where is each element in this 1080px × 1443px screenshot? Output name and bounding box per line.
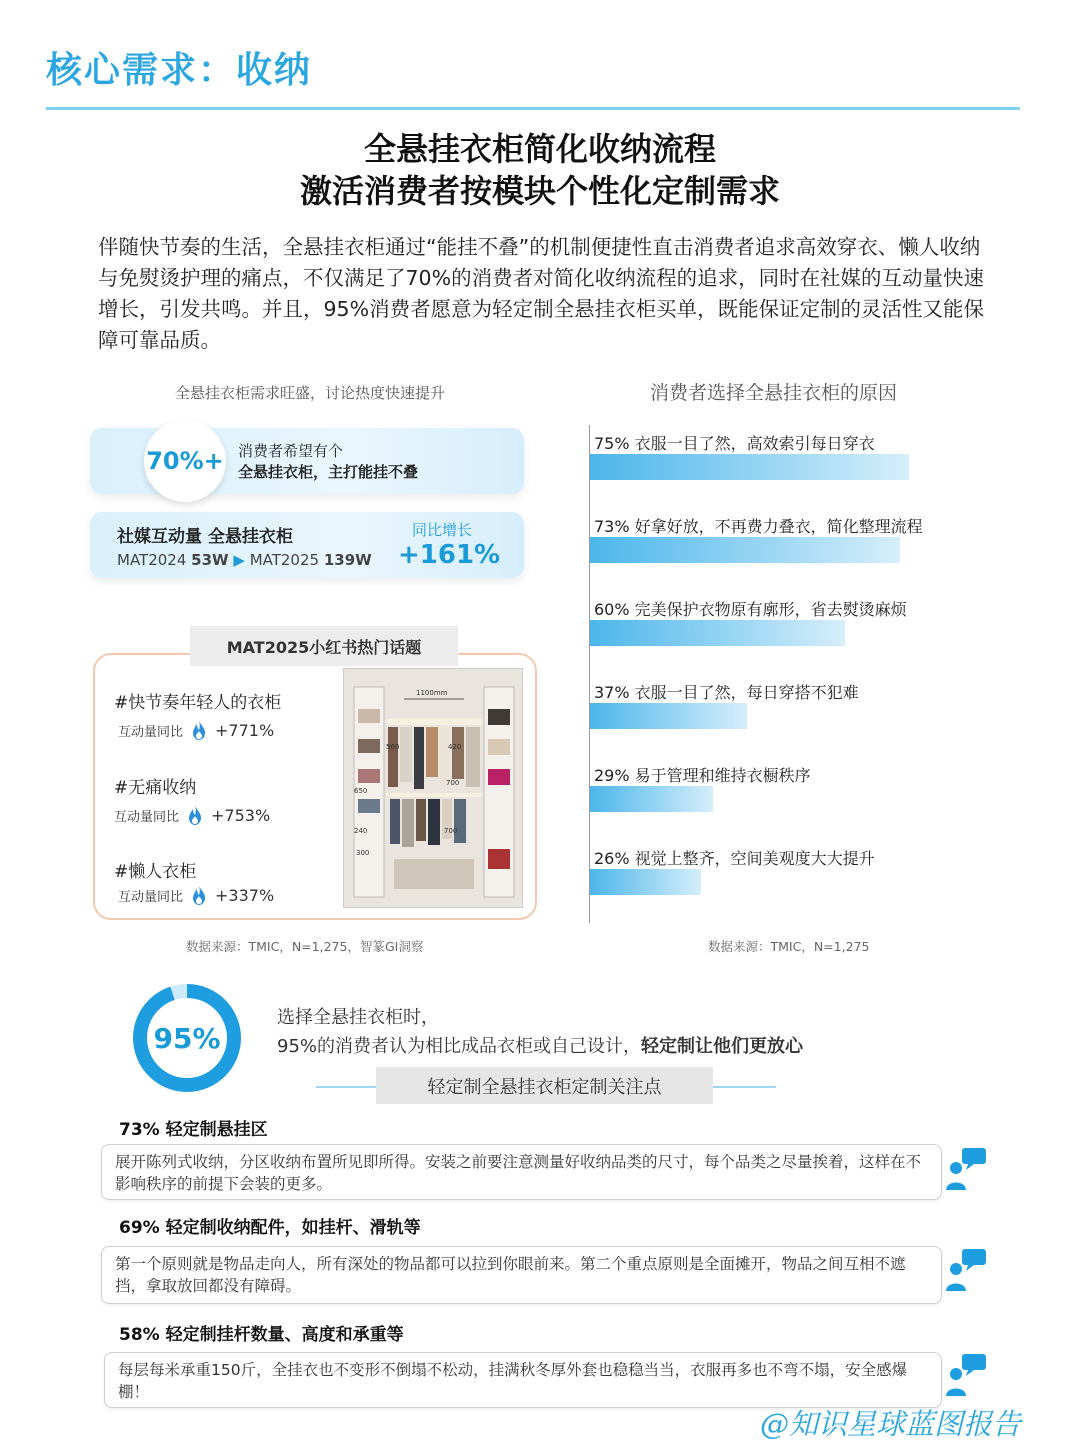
mat2025-value: 139W — [323, 551, 372, 569]
stat-circle — [144, 420, 226, 502]
focus-item-text: 每层每米承重150斤，全挂衣也不变形不倒塌不松动，挂满秋冬厚外套也稳稳当当，衣服再多也不弯不塌，安全感爆棚！ — [104, 1352, 942, 1408]
social-title: 社媒互动量 全悬挂衣柜 — [117, 527, 293, 547]
bar — [590, 537, 900, 563]
topics-heading: MAT2025小红书热门话题 — [190, 626, 458, 666]
ring-value: 95% — [147, 998, 227, 1078]
bar — [590, 703, 747, 729]
mat2024-label: MAT2024 — [117, 551, 187, 569]
chat-person-icon — [944, 1352, 988, 1398]
bar — [590, 869, 701, 895]
bar-label: 37% 衣服一目了然，每日穿搭不犯难 — [594, 683, 859, 702]
header-divider — [46, 107, 1020, 110]
bar — [590, 454, 909, 480]
topic-change: +753% — [211, 805, 271, 825]
bar-label: 60% 完美保护衣物原有廓形，省去熨烫麻烦 — [594, 600, 907, 619]
left-source: 数据来源：TMIC，N=1,275，智篆GI洞察 — [186, 939, 424, 954]
flame-icon — [191, 885, 207, 905]
photo-dim: 700 — [444, 827, 458, 835]
focus-item-text: 第一个原则就是物品走向人，所有深处的物品都可以拉到你眼前来。第二个重点原则是全面摊开，物品之间互相不遮挡，拿取放回都没有障碍。 — [101, 1246, 942, 1304]
growth-value: +161% — [398, 540, 501, 570]
photo-dim: 240 — [354, 827, 368, 835]
right-source: 数据来源：TMIC，N=1,275 — [708, 939, 870, 954]
focus-item-title: 73% 轻定制悬挂区 — [119, 1120, 268, 1140]
topic-metric-row — [118, 720, 274, 740]
focus-heading: 轻定制全悬挂衣柜定制关注点 — [376, 1067, 713, 1104]
bar-label: 75% 衣服一目了然，高效索引每日穿衣 — [594, 434, 875, 453]
watermark: @知识星球蓝图报告 — [760, 1407, 1022, 1441]
metric-label: 互动量同比 — [118, 889, 184, 905]
photo-dim: 650 — [354, 787, 368, 795]
custom-text-line2 — [277, 1032, 803, 1058]
mat2024-value: 53W — [191, 551, 229, 569]
growth-label: 同比增长 — [412, 521, 473, 539]
chat-person-icon — [944, 1146, 988, 1192]
bar — [590, 620, 845, 646]
mat2025-label: MAT2025 — [249, 551, 320, 569]
chart-caption: 消费者选择全悬挂衣柜的原因 — [650, 382, 898, 404]
photo-dim: 560 — [386, 743, 400, 751]
bar-label: 29% 易于管理和维持衣橱秩序 — [594, 766, 811, 785]
custom-text-line1: 选择全悬挂衣柜时， — [277, 1007, 439, 1028]
topic-change: +337% — [215, 885, 275, 905]
photo-dim: 300 — [356, 849, 370, 857]
stat-line2: 全悬挂衣柜，主打能挂不叠 — [238, 463, 419, 481]
focus-item-title: 69% 轻定制收纳配件，如挂杆、滑轨等 — [119, 1218, 421, 1238]
photo-dim: 420 — [448, 743, 462, 751]
topic-metric-row — [114, 805, 270, 825]
wardrobe-photo — [343, 668, 523, 908]
wardrobe-illustration — [344, 669, 522, 907]
metric-label: 互动量同比 — [114, 809, 180, 825]
bar-label: 26% 视觉上整齐，空间美观度大大提升 — [594, 849, 875, 868]
main-title-line1: 全悬挂衣柜简化收纳流程 — [363, 130, 716, 168]
social-mat-row — [117, 551, 372, 569]
photo-dim: 700 — [446, 779, 460, 787]
metric-label: 互动量同比 — [118, 724, 184, 740]
main-title-line2: 激活消费者按模块个性化定制需求 — [299, 172, 780, 210]
chart-axis — [589, 425, 590, 923]
bar — [590, 786, 713, 812]
topic-tag: #懒人衣柜 — [114, 862, 197, 882]
custom-text-prefix: 95%的消费者认为相比成品衣柜或自己设计， — [277, 1036, 642, 1057]
topic-change: +771% — [215, 720, 275, 740]
intro-paragraph: 伴随快节奏的生活，全悬挂衣柜通过“能挂不叠”的机制便捷性直击消费者追求高效穿衣、懒人收纳与免熨烫护理的痛点，不仅满足了70%的消费者对简化收纳流程的追求，同时在社媒的互动量快速增长，引发共鸣。并且，95%消费者愿意为轻定制全悬挂衣柜买单，既能保证定制的灵活性又能保障可靠品质。 — [98, 235, 985, 352]
custom-text-bold: 轻定制让他们更放心 — [641, 1036, 804, 1057]
chat-person-icon — [944, 1247, 988, 1293]
flame-icon — [187, 805, 203, 825]
focus-item-title: 58% 轻定制挂杆数量、高度和承重等 — [119, 1325, 404, 1345]
topic-tag: #快节奏年轻人的衣柜 — [114, 693, 282, 713]
flame-icon — [191, 720, 207, 740]
bar-label: 73% 好拿好放，不再费力叠衣，简化整理流程 — [594, 517, 923, 536]
topic-tag: #无痛收纳 — [114, 778, 197, 798]
focus-item-text: 展开陈列式收纳，分区收纳布置所见即所得。安装之前要注意测量好收纳品类的尺寸，每个品类之尽量挨着，这样在不影响秩序的前提下会装的更多。 — [101, 1144, 942, 1200]
topic-metric-row — [118, 885, 274, 905]
left-panel-caption: 全悬挂衣柜需求旺盛，讨论热度快速提升 — [174, 384, 445, 402]
page-header-title: 核心需求：收纳 — [46, 50, 313, 91]
stat-value: 70%+ — [146, 447, 224, 475]
stat-line1: 消费者希望有个 — [238, 442, 344, 460]
ring-95 — [133, 984, 241, 1092]
play-triangle-icon: ▶ — [233, 551, 245, 569]
photo-dim: 1100mm — [416, 689, 448, 697]
